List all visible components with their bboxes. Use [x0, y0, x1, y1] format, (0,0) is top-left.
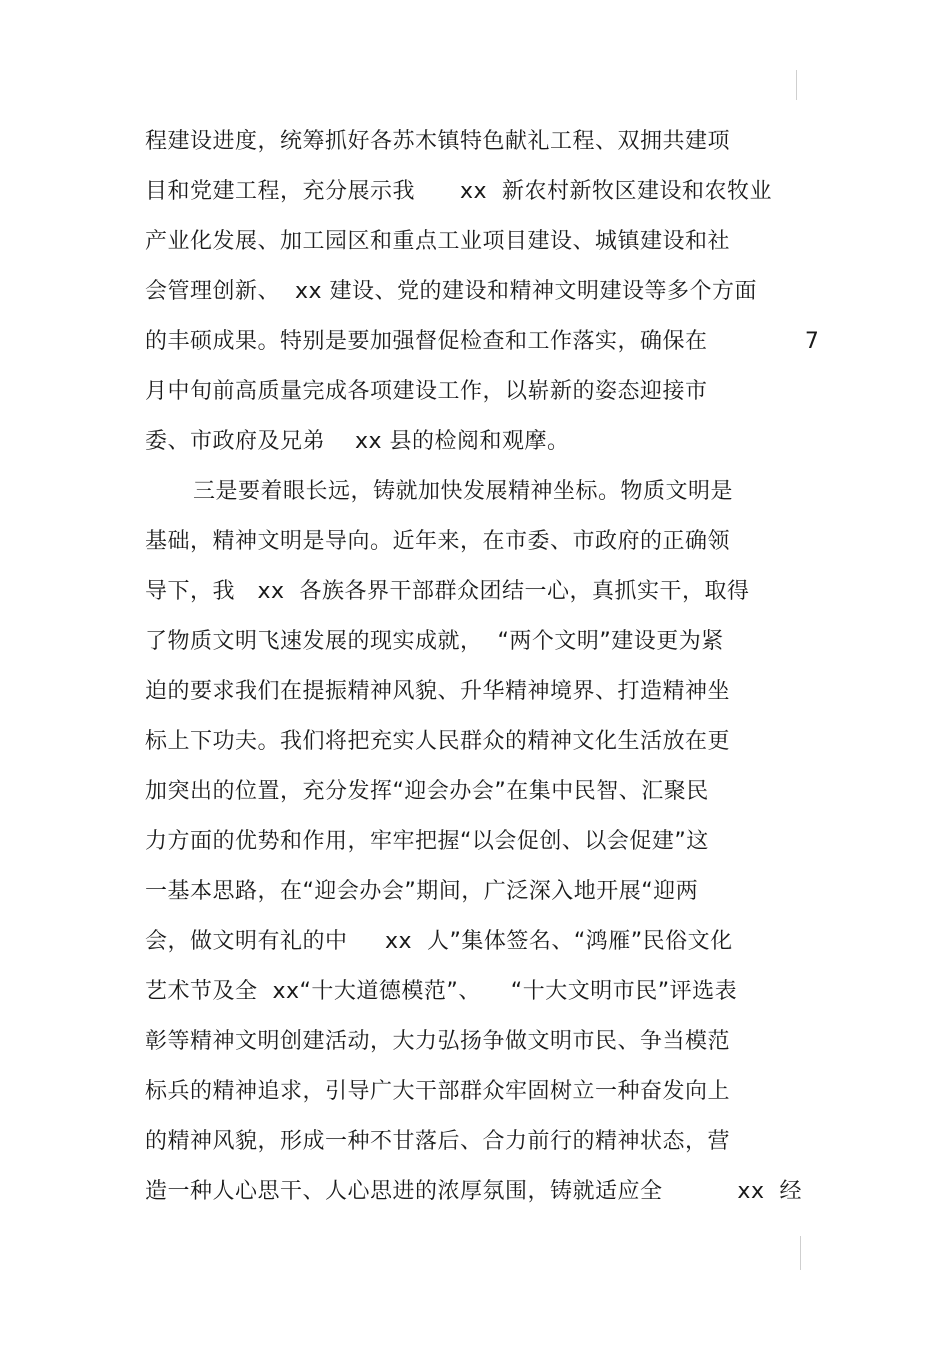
text-line: 委、市政府及兄弟 xx 县的检阅和观摩。: [145, 429, 570, 454]
text-line: 一基本思路，在“迎会办会”期间，广泛深入地开展“迎两: [145, 879, 699, 904]
body-text: [145, 120, 825, 1220]
text-line: 标上下功夫。我们将把充实人民群众的精神文化生活放在更: [145, 729, 731, 754]
text-line: 迫的要求我们在提振精神风貌、升华精神境界、打造精神坐: [145, 679, 731, 704]
paragraph-start-line: 三是要着眼长远，铸就加快发展精神坐标。物质文明是: [193, 479, 734, 504]
page-corner-mark-bottom: [800, 1236, 801, 1270]
text-line: 导下，我 xx 各族各界干部群众团结一心，真抓实干，取得: [145, 579, 750, 604]
text-line: 目和党建工程，充分展示我 xx 新农村新牧区建设和农牧业: [145, 179, 772, 204]
text-line: 造一种人心思干、人心思进的浓厚氛围，铸就适应全 xx 经: [145, 1179, 802, 1204]
text-line: 标兵的精神追求，引导广大干部群众牢固树立一种奋发向上: [145, 1079, 731, 1104]
page-corner-mark-top: [796, 70, 797, 100]
text-line: 了物质文明飞速发展的现实成就， “两个文明”建设更为紧: [145, 629, 724, 654]
text-line: 基础，精神文明是导向。近年来，在市委、市政府的正确领: [145, 529, 731, 554]
text-line: 艺术节及全 xx“十大道德模范”、 “十大文明市民”评选表: [145, 979, 738, 1004]
text-line: 彰等精神文明创建活动，大力弘扬争做文明市民、争当模范: [145, 1029, 731, 1054]
text-line: 力方面的优势和作用，牢牢把握“以会促创、以会促建”这: [145, 829, 709, 854]
text-line: 会，做文明有礼的中 xx 人”集体签名、“鸿雁”民俗文化: [145, 929, 733, 954]
text-line: 程建设进度，统筹抓好各苏木镇特色献礼工程、双拥共建项: [145, 129, 731, 154]
text-line: 月中旬前高质量完成各项建设工作，以崭新的姿态迎接市: [145, 379, 708, 404]
text-line: 会管理创新、 xx 建设、党的建设和精神文明建设等多个方面: [145, 279, 758, 304]
text-line: 产业化发展、加工园区和重点工业项目建设、城镇建设和社: [145, 229, 731, 254]
text-line: 的丰硕成果。特别是要加强督促检查和工作落实，确保在 7: [145, 329, 820, 354]
text-line: 的精神风貌，形成一种不甘落后、合力前行的精神状态，营: [145, 1129, 731, 1154]
text-line: 加突出的位置，充分发挥“迎会办会”在集中民智、汇聚民: [145, 779, 709, 804]
